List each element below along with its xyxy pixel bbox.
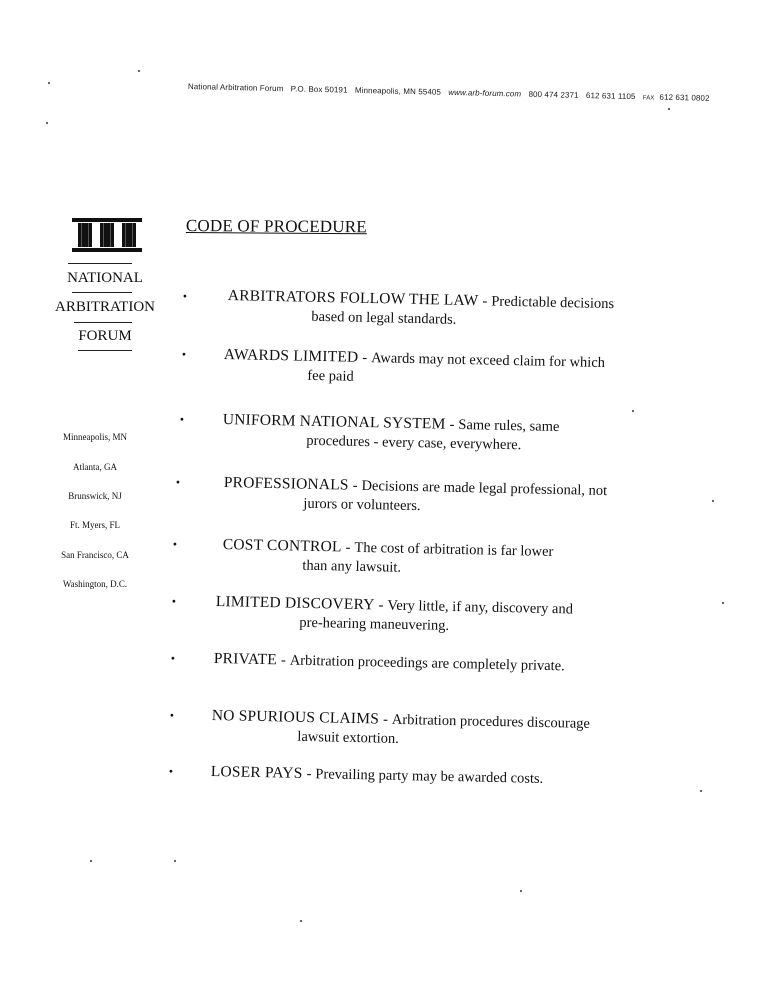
org-rule-top bbox=[68, 263, 132, 264]
city-5: San Francisco, CA bbox=[61, 550, 129, 560]
header-fax-label: FAX bbox=[642, 95, 655, 102]
bullet: • bbox=[168, 764, 174, 779]
scan-speck bbox=[300, 920, 302, 922]
item-label: LIMITED DISCOVERY bbox=[215, 593, 375, 614]
scan-speck bbox=[700, 790, 702, 792]
city-4: Ft. Myers, FL bbox=[69, 520, 120, 530]
item-description-cont: based on legal standards. bbox=[311, 308, 457, 328]
item-description-cont: pre-hearing maneuvering. bbox=[299, 614, 450, 634]
item-separator: - bbox=[482, 293, 488, 310]
bullet: • bbox=[170, 651, 176, 666]
scan-speck bbox=[174, 860, 176, 862]
item-label: LOSER PAYS bbox=[210, 763, 303, 782]
forum-columns-logo bbox=[72, 218, 142, 252]
bullet: • bbox=[179, 412, 185, 427]
item-description-cont: jurors or volunteers. bbox=[303, 495, 421, 515]
header-org: National Arbitration Forum bbox=[187, 82, 284, 94]
list-item bbox=[172, 536, 554, 580]
scan-speck bbox=[90, 860, 92, 862]
org-name-line-3: FORUM bbox=[78, 328, 132, 344]
item-label: NO SPURIOUS CLAIMS bbox=[211, 707, 380, 728]
item-separator: - bbox=[306, 766, 312, 783]
bullet: • bbox=[171, 594, 177, 609]
item-description: Very little, if any, discovery and bbox=[387, 597, 574, 618]
item-description: Predictable decisions bbox=[491, 293, 615, 313]
item-separator: - bbox=[280, 652, 286, 669]
list-item bbox=[170, 650, 565, 675]
city-1: Minneapolis, MN bbox=[63, 432, 127, 442]
list-item bbox=[182, 287, 615, 332]
item-separator: - bbox=[378, 597, 384, 614]
scan-speck bbox=[722, 602, 724, 604]
item-separator: - bbox=[352, 477, 358, 494]
org-rule-bottom bbox=[78, 350, 132, 351]
list-item bbox=[179, 411, 560, 455]
org-name-line-1: NATIONAL bbox=[67, 270, 143, 286]
item-label: COST CONTROL bbox=[222, 536, 342, 556]
item-description: Prevailing party may be awarded costs. bbox=[315, 766, 544, 787]
list-item bbox=[168, 763, 544, 788]
item-separator: - bbox=[345, 539, 351, 556]
city-2: Atlanta, GA bbox=[73, 462, 117, 472]
header-phone1: 800 474 2371 bbox=[528, 89, 579, 100]
scan-speck bbox=[712, 500, 714, 502]
item-separator: - bbox=[449, 416, 455, 433]
bullet: • bbox=[182, 289, 188, 304]
header-url: www.arb-forum.com bbox=[448, 87, 522, 99]
item-label: PROFESSIONALS bbox=[223, 474, 349, 494]
list-item bbox=[175, 474, 608, 519]
item-label: PRIVATE bbox=[213, 650, 278, 669]
page-title: CODE OF PROCEDURE bbox=[185, 216, 367, 237]
item-description: Arbitration proceedings are completely private. bbox=[289, 652, 565, 675]
city-6: Washington, D.C. bbox=[62, 579, 128, 589]
header-fax: 612 631 0802 bbox=[659, 92, 710, 103]
header-city: Minneapolis, MN 55405 bbox=[354, 85, 442, 97]
header-phone2: 612 631 1105 bbox=[585, 91, 636, 102]
letterhead-contact-line bbox=[187, 82, 710, 103]
item-label: AWARDS LIMITED bbox=[223, 346, 359, 366]
item-description: Same rules, same bbox=[458, 416, 560, 436]
header-pobox: P.O. Box 50191 bbox=[290, 84, 348, 95]
city-3: Brunswick, NJ bbox=[68, 491, 122, 501]
scan-speck bbox=[668, 108, 670, 110]
item-description-cont: fee paid bbox=[307, 367, 354, 385]
item-description: The cost of arbitration is far lower bbox=[354, 539, 554, 560]
item-separator: - bbox=[382, 711, 389, 728]
item-description-cont: than any lawsuit. bbox=[302, 557, 402, 576]
item-description: Decisions are made legal professional, not bbox=[361, 477, 608, 500]
bullet: • bbox=[169, 708, 175, 723]
org-name-line-2: ARBITRATION bbox=[55, 299, 155, 315]
list-item bbox=[171, 593, 574, 637]
item-label: ARBITRATORS FOLLOW THE LAW bbox=[227, 287, 479, 310]
list-item bbox=[169, 707, 591, 752]
item-label: UNIFORM NATIONAL SYSTEM bbox=[222, 411, 446, 433]
item-description: Awards may not exceed claim for which bbox=[371, 350, 606, 371]
item-separator: - bbox=[362, 349, 368, 367]
bullet: • bbox=[172, 536, 178, 552]
org-rule-2 bbox=[74, 322, 132, 323]
bullet: • bbox=[175, 474, 181, 490]
item-description-cont: lawsuit extortion. bbox=[297, 728, 400, 747]
scan-speck bbox=[46, 122, 48, 124]
scan-speck bbox=[48, 82, 50, 84]
list-item bbox=[181, 346, 606, 391]
org-rule-1 bbox=[72, 292, 132, 293]
scan-speck bbox=[520, 890, 522, 892]
item-description: Arbitration procedures discourage bbox=[391, 711, 591, 732]
bullet: • bbox=[181, 347, 187, 362]
scan-speck bbox=[632, 410, 634, 412]
item-description-cont: procedures - every case, everywhere. bbox=[306, 432, 522, 454]
scan-speck bbox=[138, 70, 140, 72]
